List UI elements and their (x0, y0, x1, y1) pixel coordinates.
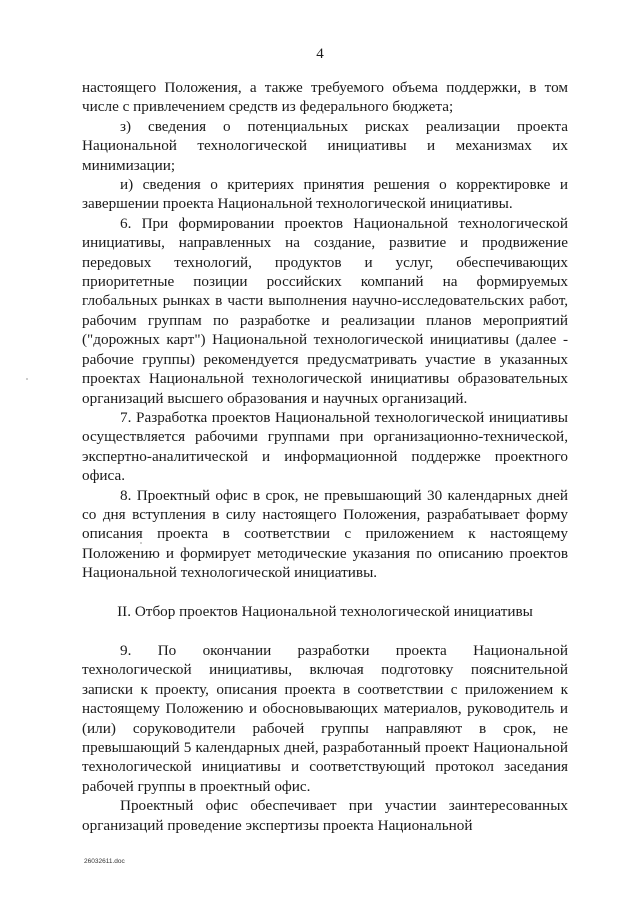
scan-speck (26, 378, 28, 380)
paragraph-6: 6. При формировании проектов Национальной технологической инициативы, направленных на создание, развитие и продвижение передовых технологий, продуктов и услуг, обеспечивающих приоритетные позиции российских компаний на формируемых глобальных рынках в части выполнения научно-исследовательских работ, рабочим группам по разработке и реализации планов мероприятий ("дорожных карт") Национальной технологической инициативы (далее - рабочие группы) рекомендуется предусматривать участие в указанных проектах Национальной технологической инициативы образовательных организаций высшего образования и научных организаций. (82, 214, 568, 407)
paragraph-item-i: и) сведения о критериях принятия решения о корректировке и завершении проекта Национальной технологической инициативы. (82, 176, 568, 213)
scan-speck (140, 542, 142, 544)
document-body (82, 78, 568, 835)
paragraph-8: 8. Проектный офис в срок, не превышающий 30 календарных дней со дня вступления в силу настоящего Положения, разрабатывает форму описания проекта в соответствии с приложением к настоящему Положению и формирует методические указания по описанию проектов Национальной технологической инициативы. (82, 486, 568, 582)
page-number: 4 (316, 46, 324, 62)
paragraph-7: 7. Разработка проектов Национальной технологической инициативы осуществляется рабочими группами при организационно-технической, экспертно-аналитической и информационной поддержке проектного офиса. (82, 408, 568, 485)
paragraph-item-z: з) сведения о потенциальных рисках реализации проекта Национальной технологической инициативы и механизмах их минимизации; (82, 117, 568, 174)
section-heading: II. Отбор проектов Национальной технологической инициативы (117, 602, 533, 620)
paragraph-continuation: настоящего Положения, а также требуемого объема поддержки, в том числе с привлечением средств из федерального бюджета; (82, 79, 568, 116)
paragraph-project-office: Проектный офис обеспечивает при участии заинтересованных организаций проведение экспертизы проекта Национальной (82, 797, 568, 834)
footer-filename: 26032611.doc (84, 858, 125, 865)
paragraph-9: 9. По окончании разработки проекта Национальной технологической инициативы, включая подготовку пояснительной записки к проекту, описания проекта в соответствии с приложением к настоящему Положению и обосновывающих материалов, руководитель и (или) соруководители рабочей группы направляют в срок, не превышающий 5 календарных дней, разработанный проект Национальной технологической инициативы и соответствующий протокол заседания рабочей группы в проектный офис. (82, 641, 568, 795)
